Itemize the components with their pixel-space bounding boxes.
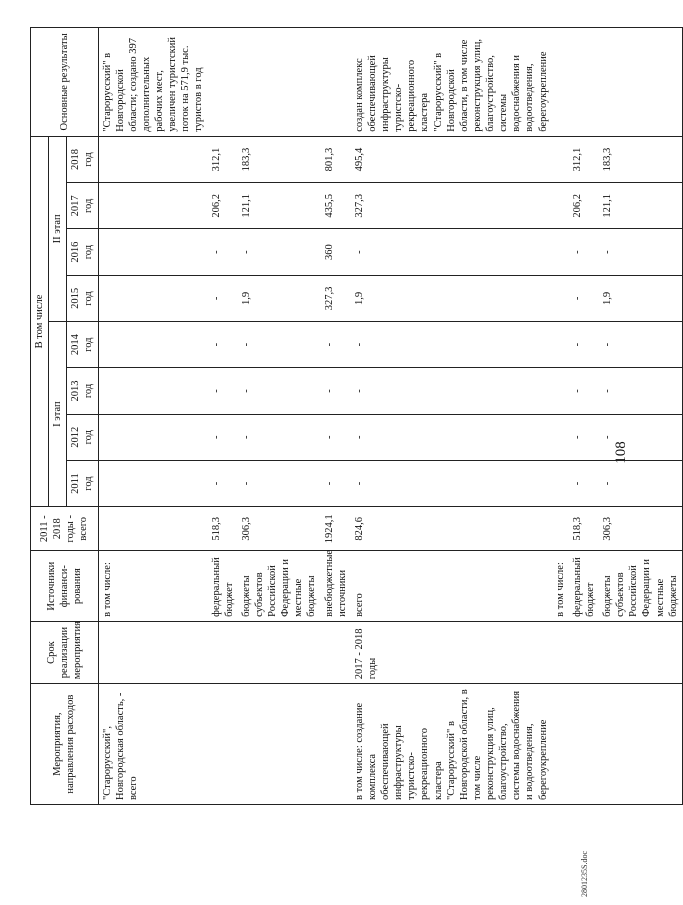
cell-year-value: - [238,229,321,275]
cell-year-value: - [351,414,552,460]
cell-year-value: - [599,460,682,506]
table-row [552,28,569,805]
cell-year-value: 121,1 [238,183,321,229]
header-stage-2: II этап [49,136,67,321]
cell-year-value [98,183,208,229]
cell-measure [569,684,599,805]
cell-year-value [552,322,569,368]
cell-year-value [552,368,569,414]
cell-term [238,621,321,683]
cell-source: в том числе: [552,551,569,621]
cell-source: внебюджетные источники [321,551,351,621]
cell-year-value [98,368,208,414]
table-row [599,28,682,805]
cell-total [98,507,208,551]
cell-total: 306,3 [599,507,682,551]
cell-total: 824,6 [351,507,552,551]
table-row [351,28,552,805]
cell-result [208,28,238,137]
cell-year-value [98,414,208,460]
cell-year-value: - [351,322,552,368]
cell-year-value: 312,1 [569,136,599,182]
table-row [569,28,599,805]
cell-year-value: - [569,275,599,321]
cell-source: всего [351,551,552,621]
cell-year-value [98,229,208,275]
cell-source: бюджеты субъектов Российской Федерации и местные бюджеты [599,551,682,621]
cell-year-value: - [569,414,599,460]
cell-year-value: - [238,368,321,414]
cell-result [599,28,682,137]
header-year: 2014 год [67,322,98,368]
cell-year-value [552,183,569,229]
header-stage-1: I этап [49,322,67,507]
cell-year-value: - [569,368,599,414]
table-row [98,28,208,805]
cell-term [98,621,208,683]
cell-year-value: - [351,229,552,275]
cell-result [569,28,599,137]
cell-measure [599,684,682,805]
cell-year-value [552,414,569,460]
header-year: 2012 год [67,414,98,460]
cell-year-value: 360 [321,229,351,275]
table-row [321,28,351,805]
cell-year-value: - [351,460,552,506]
cell-year-value: - [569,229,599,275]
cell-year-value [552,229,569,275]
cell-result: "Старорусский" в Новгородской области; создано 397 дополнительных рабочих мест, увеличен туристский поток на 571,9 тыс. туристов в год [98,28,208,137]
cell-year-value: - [599,322,682,368]
cell-source: бюджеты субъектов Российской Федерации и местные бюджеты [238,551,321,621]
cell-year-value: 435,5 [321,183,351,229]
table-row [208,28,238,805]
cell-year-value: - [321,322,351,368]
cell-year-value: - [208,275,238,321]
table-body [98,28,682,805]
cell-year-value: 801,3 [321,136,351,182]
cell-year-value: - [351,368,552,414]
cell-measure: в том числе: создание комплекса обеспечивающей инфраструктуры туристско-рекреационного кластера "Старорусский" в Новгородской области, в том числе реконструкция улиц, благоустройство, системы водоснабжения и водоотведения, берегоукрепление [351,684,552,805]
cell-year-value: - [208,229,238,275]
cell-year-value: 495,4 [351,136,552,182]
header-year: 2015 год [67,275,98,321]
header-year: 2016 год [67,229,98,275]
cell-year-value: - [569,322,599,368]
cell-term: 2017 - 2018 годы [351,621,552,683]
cell-year-value [98,460,208,506]
header-year: 2013 год [67,368,98,414]
cell-term [208,621,238,683]
cell-measure [208,684,238,805]
cell-term [569,621,599,683]
cell-year-value [552,275,569,321]
cell-result: создан комплекс обеспечивающей инфраструктуры туристско-рекреационного кластера "Старорусский" в Новгородской области, в том числе реконструкция улиц, благоустройство, системы водоснабжения и водоотведения, берегоукрепление [351,28,552,137]
header-including: В том числе [31,136,49,506]
cell-year-value: 206,2 [208,183,238,229]
cell-source: федеральный бюджет [208,551,238,621]
header-year: 2017 год [67,183,98,229]
cell-year-value: - [321,368,351,414]
cell-year-value: - [321,460,351,506]
cell-year-value: 1,9 [351,275,552,321]
table-row [238,28,321,805]
header-term: Срок реализации мероприятия [31,621,99,683]
cell-measure [238,684,321,805]
header-sources: Источники финанси-рования [31,551,99,621]
cell-total: 518,3 [569,507,599,551]
header-year: 2018 год [67,136,98,182]
cell-year-value: - [238,322,321,368]
header-results: Основные результаты [31,28,99,137]
cell-year-value [98,275,208,321]
cell-year-value: - [569,460,599,506]
cell-total: 306,3 [238,507,321,551]
header-measure: Мероприятия, направления расходов [31,684,99,805]
cell-year-value: 206,2 [569,183,599,229]
cell-term [552,621,569,683]
cell-year-value: 1,9 [238,275,321,321]
cell-year-value [98,322,208,368]
cell-year-value: - [208,368,238,414]
cell-year-value [552,136,569,182]
cell-year-value: - [238,460,321,506]
cell-year-value: 183,3 [599,136,682,182]
cell-year-value: - [321,414,351,460]
cell-term [321,621,351,683]
cell-year-value: - [238,414,321,460]
cell-year-value: 312,1 [208,136,238,182]
cell-result [552,28,569,137]
cell-year-value: - [208,460,238,506]
cell-measure [321,684,351,805]
program-table [30,27,683,805]
cell-measure [552,684,569,805]
cell-total: 1924,1 [321,507,351,551]
cell-source: в том числе: [98,551,208,621]
cell-total: 518,3 [208,507,238,551]
cell-year-value: - [208,322,238,368]
cell-term [599,621,682,683]
cell-year-value [552,460,569,506]
cell-year-value: 1,9 [599,275,682,321]
header-total: 2011 - 2018 годы - всего [31,507,99,551]
cell-year-value: 327,3 [351,183,552,229]
cell-result [238,28,321,137]
cell-total [552,507,569,551]
cell-measure: "Старорусский", Новгородская область, - всего [98,684,208,805]
cell-year-value [98,136,208,182]
cell-year-value: - [599,229,682,275]
page-number: 108 [613,441,629,464]
header-year: 2011 год [67,460,98,506]
cell-result [321,28,351,137]
cell-year-value: 183,3 [238,136,321,182]
cell-year-value: - [599,368,682,414]
cell-year-value: - [599,414,682,460]
cell-year-value: - [208,414,238,460]
cell-source: федеральный бюджет [569,551,599,621]
cell-year-value: 121,1 [599,183,682,229]
cell-year-value: 327,3 [321,275,351,321]
file-name: 2801235S.doc [580,851,589,897]
